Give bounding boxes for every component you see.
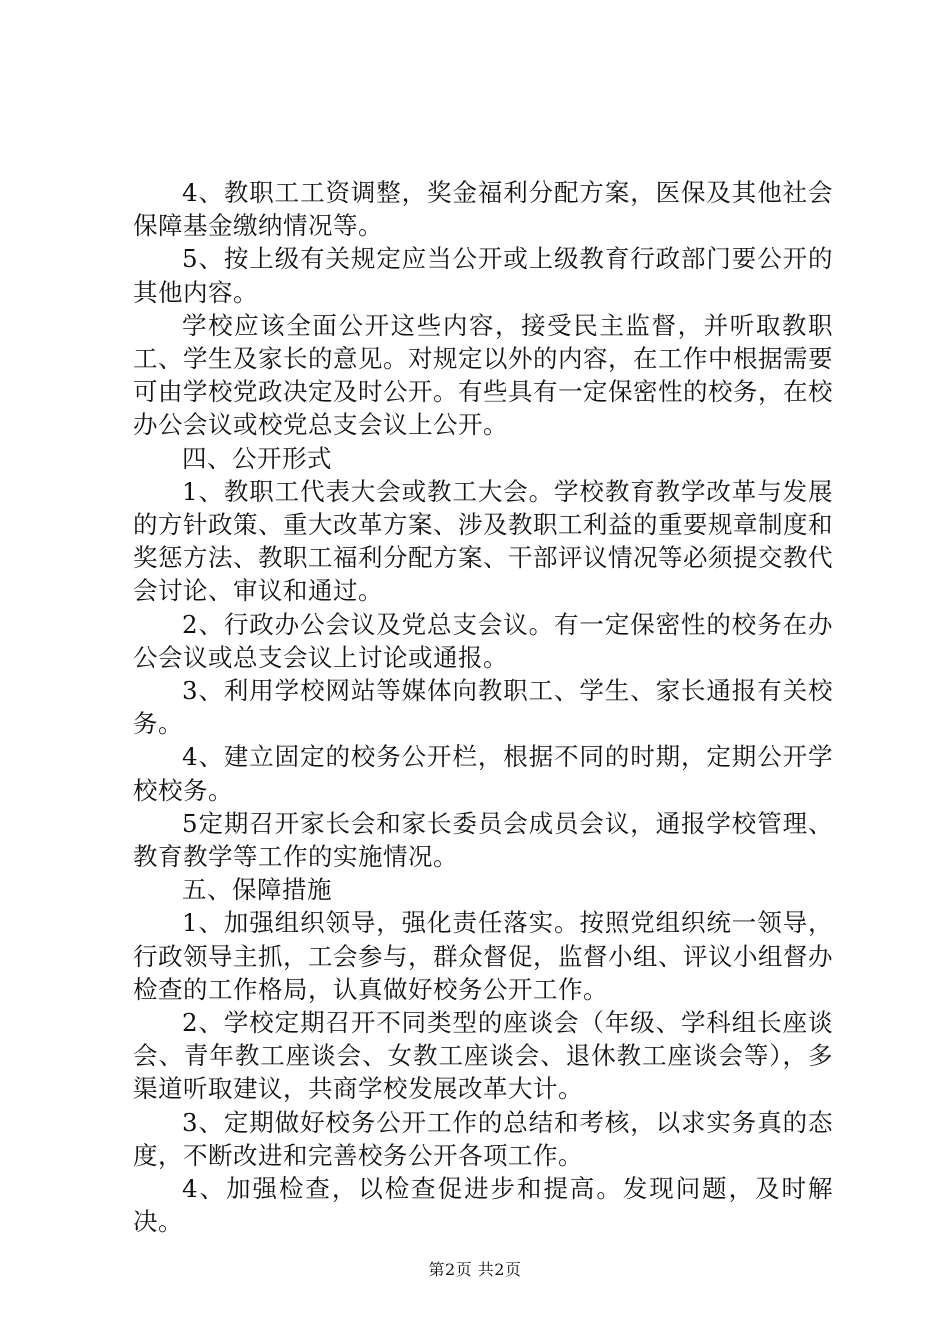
paragraph-other-content: 5、按上级有关规定应当公开或上级教育行政部门要公开的其他内容。: [133, 244, 833, 307]
paragraph-review: 3、定期做好校务公开工作的总结和考核，以求实务真的态度，不断改进和完善校务公开各项工作。: [133, 1107, 833, 1170]
paragraph-inspection: 4、加强检查，以检查促进步和提高。发现问题，及时解决。: [133, 1174, 833, 1237]
paragraph-leadership: 1、加强组织领导，强化责任落实。按照党组织统一领导，行政领导主抓，工会参与，群众督促，监督小组、评议小组督办检查的工作格局，认真做好校务公开工作。: [133, 908, 833, 1004]
paragraph-admin-meeting: 2、行政办公会议及党总支会议。有一定保密性的校务在办公会议或总支会议上讨论或通报。: [133, 609, 833, 672]
section-heading-safeguards: 五、保障措施: [182, 875, 332, 905]
paragraph-school-website: 3、利用学校网站等媒体向教职工、学生、家长通报有关校务。: [133, 676, 833, 739]
paragraph-salary: 4、教职工工资调整，奖金福利分配方案，医保及其他社会保障基金缴纳情况等。: [133, 178, 833, 241]
paragraph-parent-meetings: 5定期召开家长会和家长委员会成员会议，通报学校管理、教育教学等工作的实施情况。: [133, 808, 833, 872]
section-heading-disclosure-forms: 四、公开形式: [182, 443, 332, 473]
document-body: [133, 176, 833, 1239]
page-number-footer: 第2页 共2页: [428, 1260, 522, 1279]
paragraph-full-disclosure: 学校应该全面公开这些内容，接受民主监督，并听取教职工、学生及家长的意见。对规定以外的内容，在工作中根据需要可由学校党政决定及时公开。有些具有一定保密性的校务，在校办公会议或校党总支会议上公开。: [133, 310, 833, 440]
paragraph-bulletin-board: 4、建立固定的校务公开栏，根据不同的时期，定期公开学校校务。: [133, 742, 833, 805]
paragraph-forums: 2、学校定期召开不同类型的座谈会（年级、学科组长座谈会、青年教工座谈会、女教工座谈会、退休教工座谈会等），多渠道听取建议，共商学校发展改革大计。: [133, 1008, 833, 1104]
paragraph-staff-congress: 1、教职工代表大会或教工大会。学校教育教学改革与发展的方针政策、重大改革方案、涉及教职工利益的重要规章制度和奖惩方法、教职工福利分配方案、干部评议情况等必须提交教代会讨论、审议和通过。: [133, 476, 833, 606]
